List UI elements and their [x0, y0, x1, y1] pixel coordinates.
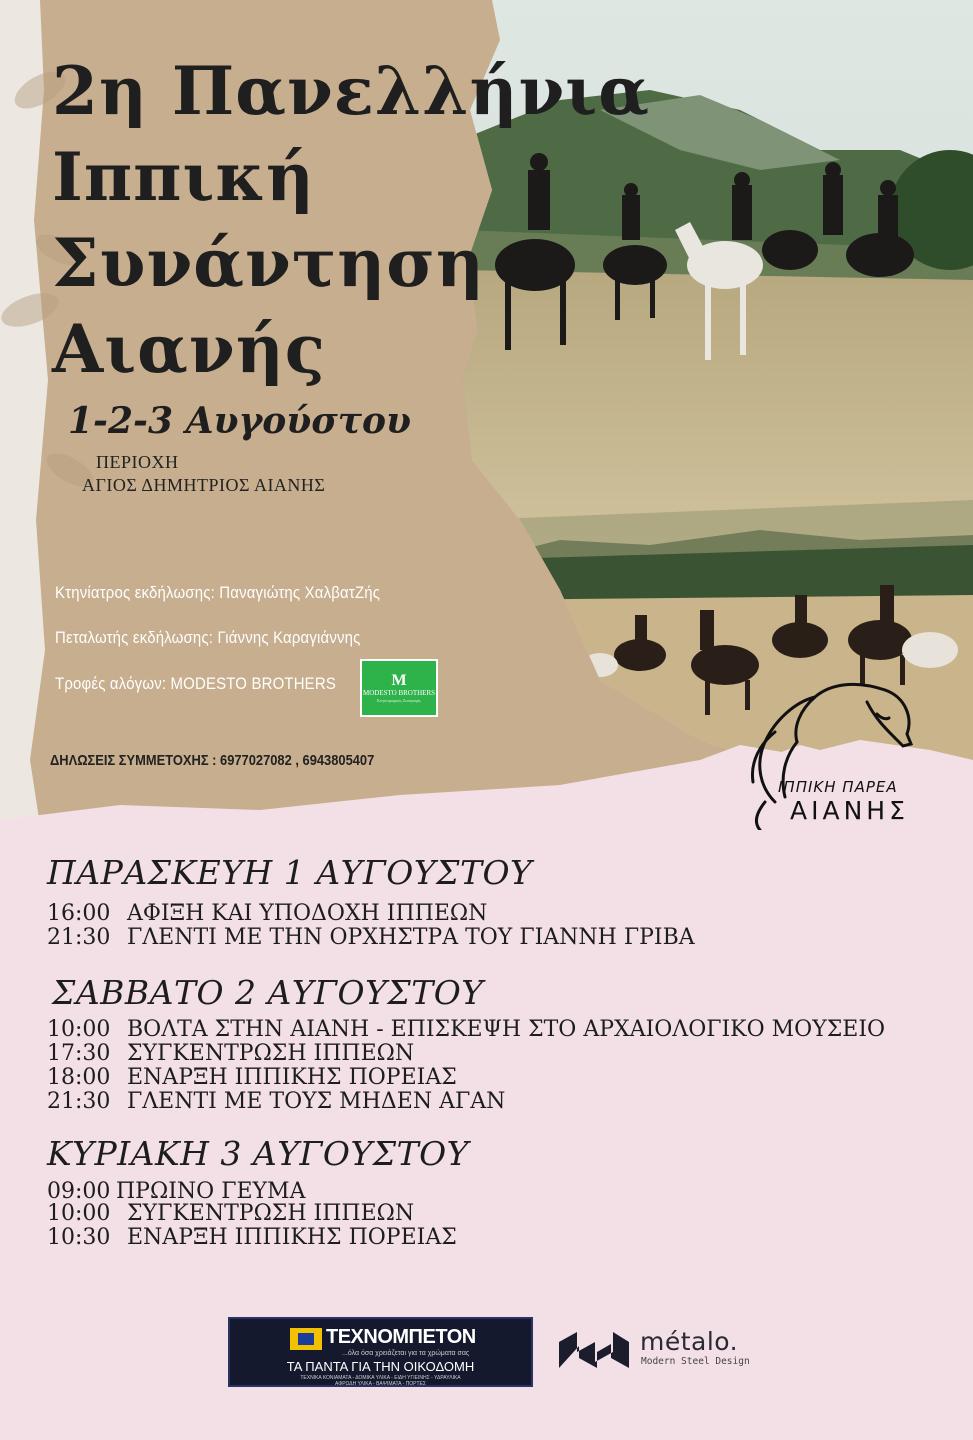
- day-title-saturday: ΣΑΒΒΑΤΟ 2 ΑΥΓΟΥΣΤΟΥ: [52, 973, 484, 1012]
- event-time: 17:30: [47, 1041, 111, 1066]
- metalo-subtitle: Modern Steel Design: [641, 1356, 750, 1367]
- vet-info: Κτηνίατρος εκδήλωσης: Παναγιώτης ΧαλβατΖής: [55, 583, 381, 602]
- club-logo-line2: ΑΙΑΝΗΣ: [790, 796, 909, 825]
- event-title: [52, 48, 692, 392]
- schedule-row: [47, 1090, 505, 1114]
- technobeton-products-2: ΑΦΡΩΔΗ ΥΛΙΚΑ - ΒΑΨΙΜΑΤΑ - ΠΟΡΤΕΣ: [335, 1381, 426, 1387]
- event-time: 10:30: [47, 1225, 111, 1250]
- technobeton-name: ΤΕΧΝΟΜΠΕΤΟΝ: [326, 1326, 476, 1348]
- day-title-sunday: ΚΥΡΙΑΚΗ 3 ΑΥΓΟΥΣΤΟΥ: [47, 1134, 469, 1173]
- schedule-row: [47, 1042, 414, 1066]
- title-line-2: Ιππική: [52, 138, 315, 216]
- event-time: 18:00: [47, 1065, 111, 1090]
- area-label: ΠΕΡΙΟΧΗ: [96, 452, 179, 472]
- farrier-info: Πεταλωτής εκδήλωσης: Γιάννης Καραγιάννης: [55, 628, 361, 647]
- club-logo-line1: ΙΠΠΙΚΗ ΠΑΡΕΑ: [778, 778, 898, 796]
- event-text: ΓΛΕΝΤΙ ΜΕ ΤΟΥΣ ΜΗΔΕΝ ΑΓΑΝ: [127, 1089, 506, 1114]
- event-time: 10:00: [47, 1017, 111, 1042]
- modesto-subtitle: Κτηνοτροφικές Ζωοτροφές: [377, 697, 421, 703]
- modesto-brothers-logo: [360, 659, 438, 717]
- event-text: ΠΡΩΙΝΟ ΓΕΥΜΑ: [116, 1179, 306, 1204]
- event-time: 09:00: [47, 1179, 111, 1204]
- schedule-row: [47, 1226, 457, 1250]
- metalo-mark-icon: [557, 1330, 631, 1370]
- area-name: ΑΓΙΟΣ ΔΗΜΗΤΡΙΟΣ ΑΙΑΝΗΣ: [82, 475, 326, 495]
- modesto-letter: M: [391, 671, 407, 689]
- technobeton-products-1: ΤΕΧΝΙΚΑ ΚΟΝΙΑΜΑΤΑ - ΔΟΜΙΚΑ ΥΛΙΚΑ - ΕΙΔΗ ΥΓΙΕΙΝΗΣ - ΥΔΡΑΥΛΙΚΑ: [300, 1375, 461, 1381]
- event-time: 10:00: [47, 1201, 111, 1226]
- technobeton-mark-icon: [290, 1328, 322, 1350]
- technobeton-sponsor-logo: [228, 1317, 533, 1387]
- event-text: ΒΟΛΤΑ ΣΤΗΝ ΑΙΑΝΗ - ΕΠΙΣΚΕΨΗ ΣΤΟ ΑΡΧΑΙΟΛΟΓΙΚΟ ΜΟΥΣΕΙΟ: [127, 1017, 886, 1042]
- event-text: ΕΝΑΡΞΗ ΙΠΠΙΚΗΣ ΠΟΡΕΙΑΣ: [127, 1225, 457, 1250]
- event-time: 21:30: [47, 925, 111, 950]
- event-time: 16:00: [47, 901, 111, 926]
- registration-phones: ΔΗΛΩΣΕΙΣ ΣΥΜΜΕΤΟΧΗΣ : 6977027082 , 6943805407: [50, 752, 375, 769]
- event-text: ΕΝΑΡΞΗ ΙΠΠΙΚΗΣ ΠΟΡΕΙΑΣ: [127, 1065, 457, 1090]
- event-text: ΑΦΙΞΗ ΚΑΙ ΥΠΟΔΟΧΗ ΙΠΠΕΩΝ: [127, 901, 488, 926]
- event-text: ΣΥΓΚΕΝΤΡΩΣΗ ΙΠΠΕΩΝ: [127, 1201, 415, 1226]
- event-text: ΣΥΓΚΕΝΤΡΩΣΗ ΙΠΠΕΩΝ: [127, 1041, 415, 1066]
- title-line-3: Συνάντηση: [52, 224, 485, 302]
- modesto-name: MODESTO BROTHERS: [362, 688, 436, 697]
- event-dates: 1-2-3 Αυγούστου: [68, 400, 411, 442]
- schedule-row: [47, 1202, 414, 1226]
- schedule-row: [47, 1018, 885, 1042]
- technobeton-slogan: ...όλα όσα χρειάζεται για τα χρώματα σας: [342, 1350, 470, 1357]
- metalo-name: métalo.: [640, 1327, 739, 1356]
- feed-info: Τροφές αλόγων: MODESTO BROTHERS: [55, 674, 336, 693]
- event-time: 21:30: [47, 1089, 111, 1114]
- event-text: ΓΛΕΝΤΙ ΜΕ ΤΗΝ ΟΡΧΗΣΤΡΑ ΤΟΥ ΓΙΑΝΝΗ ΓΡΙΒΑ: [127, 925, 695, 950]
- schedule-row: [47, 902, 487, 926]
- day-title-friday: ΠΑΡΑΣΚΕΥΗ 1 ΑΥΓΟΥΣΤΟΥ: [47, 853, 533, 892]
- schedule-row: [47, 1066, 457, 1090]
- title-line-4: Αιανής: [52, 310, 326, 388]
- technobeton-tagline: ΤΑ ΠΑΝΤΑ ΓΙΑ ΤΗΝ ΟΙΚΟΔΟΜΗ: [286, 1359, 475, 1374]
- title-line-1: 2η Πανελλήνια: [52, 52, 650, 130]
- schedule-row: [47, 926, 695, 950]
